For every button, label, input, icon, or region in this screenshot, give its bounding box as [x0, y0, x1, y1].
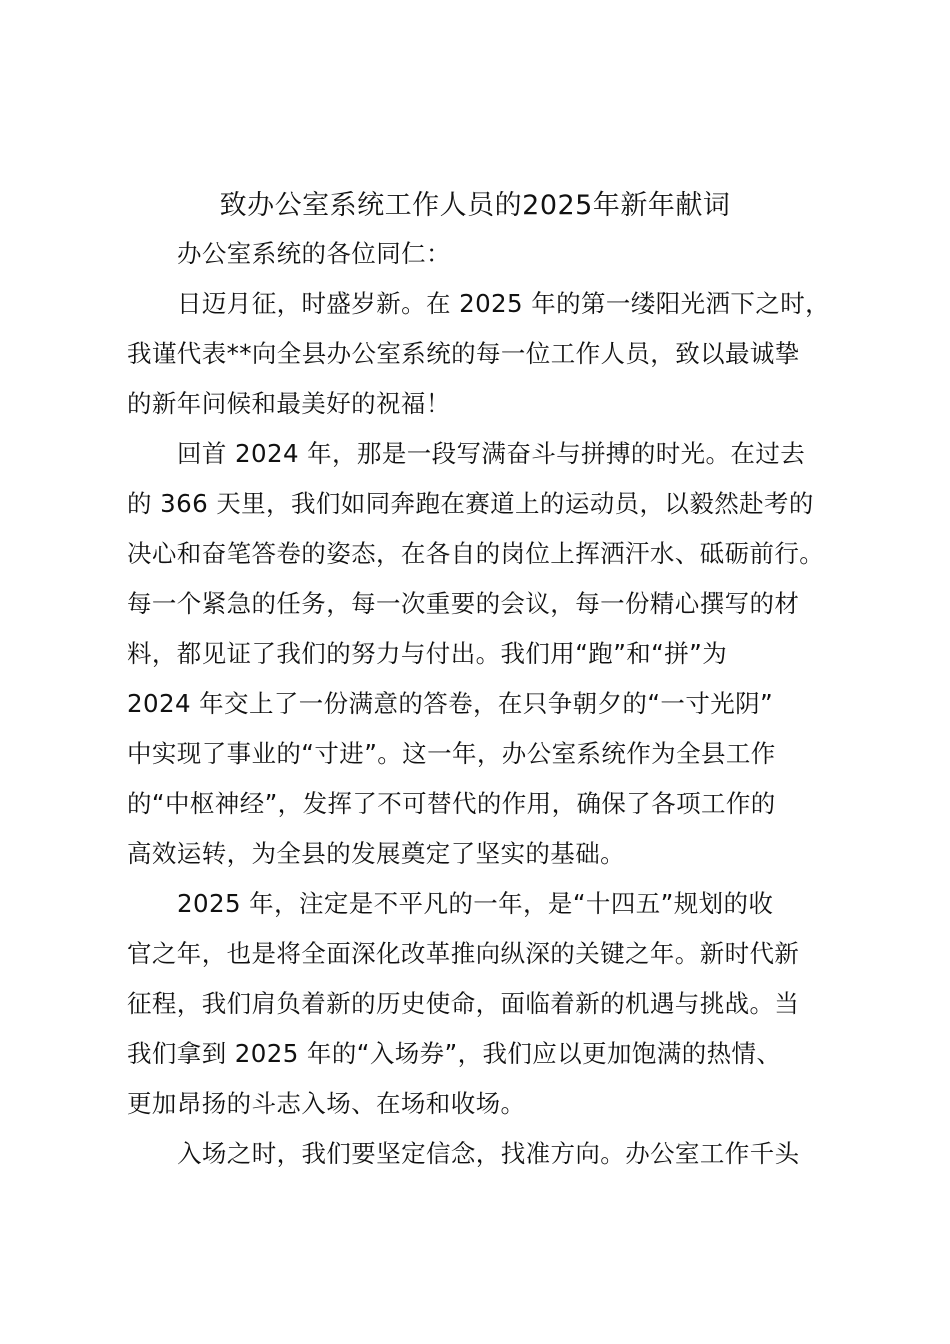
paragraph-3-line-5: 更加昂扬的斗志入场、在场和收场。: [127, 1089, 526, 1118]
paragraph-1-line-1: 日迈月征，时盛岁新。在 2025 年的第一缕阳光洒下之时，: [177, 289, 831, 318]
salutation: 办公室系统的各位同仁：: [177, 239, 451, 268]
paragraph-3-line-3: 征程，我们肩负着新的历史使命，面临着新的机遇与挑战。当: [127, 989, 800, 1018]
paragraph-2-line-1: 回首 2024 年，那是一段写满奋斗与拼搏的时光。在过去: [177, 439, 806, 468]
paragraph-2-line-6: 2024 年交上了一份满意的答卷，在只争朝夕的“一寸光阴”: [127, 689, 774, 718]
paragraph-2-line-7: 中实现了事业的“寸进”。这一年，办公室系统作为全县工作: [127, 739, 776, 768]
paragraph-2-line-3: 决心和奋笔答卷的姿态，在各自的岗位上挥洒汗水、砥砺前行。: [127, 539, 825, 568]
paragraph-2-line-9: 高效运转，为全县的发展奠定了坚实的基础。: [127, 839, 625, 868]
paragraph-1-line-3: 的新年问候和最美好的祝福！: [127, 389, 451, 418]
paragraph-2-line-4: 每一个紧急的任务，每一次重要的会议，每一份精心撰写的材: [127, 589, 800, 618]
paragraph-2-line-5: 料，都见证了我们的努力与付出。我们用“跑”和“拼”为: [127, 639, 728, 668]
paragraph-4-line-1: 入场之时，我们要坚定信念，找准方向。办公室工作千头: [177, 1139, 800, 1168]
paragraph-3-line-1: 2025 年，注定是不平凡的一年，是“十四五”规划的收: [177, 889, 774, 918]
paragraph-3-line-2: 官之年，也是将全面深化改革推向纵深的关键之年。新时代新: [127, 939, 800, 968]
paragraph-1-line-2: 我谨代表**向全县办公室系统的每一位工作人员，致以最诚挚: [127, 339, 800, 368]
document-title: 致办公室系统工作人员的2025年新年献词: [219, 190, 731, 221]
paragraph-2-line-2: 的 366 天里，我们如同奔跑在赛道上的运动员，以毅然赴考的: [127, 489, 814, 518]
paragraph-3-line-4: 我们拿到 2025 年的“入场券”，我们应以更加饱满的热情、: [127, 1039, 782, 1068]
paragraph-2-line-8: 的“中枢神经”，发挥了不可替代的作用，确保了各项工作的: [127, 789, 776, 818]
